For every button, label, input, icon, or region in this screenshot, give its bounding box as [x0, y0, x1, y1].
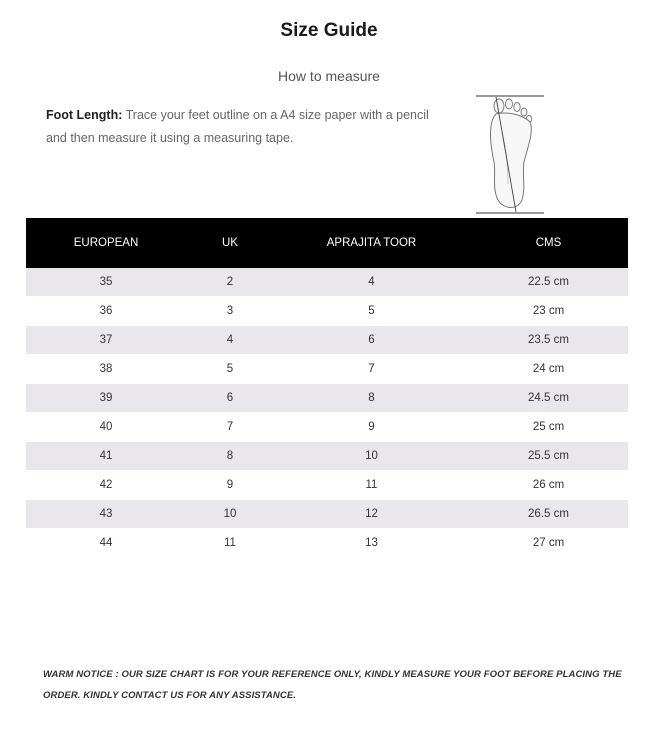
- cell-european: 38: [99, 363, 113, 375]
- cell-european: 44: [99, 537, 113, 549]
- cell-aprajita-toor: 9: [368, 421, 375, 433]
- cell-cms: 23.5 cm: [469, 326, 628, 355]
- header-cms: CMS: [469, 218, 628, 268]
- cell-european: 42: [99, 479, 113, 491]
- cell-uk: 3: [226, 305, 234, 317]
- measure-instructions: [46, 104, 436, 150]
- cell-aprajita-toor: 8: [274, 384, 469, 413]
- cell-cms: 24 cm: [532, 363, 565, 375]
- cell-european: 39: [26, 384, 186, 413]
- cell-uk: 4: [186, 326, 274, 355]
- cell-european: 41: [26, 442, 186, 471]
- section-subtitle: How to measure: [278, 68, 380, 84]
- cell-cms: 25.5 cm: [469, 442, 628, 471]
- cell-uk: 11: [224, 537, 236, 549]
- cell-uk: 7: [226, 421, 234, 433]
- cell-cms: 23 cm: [532, 305, 565, 317]
- header-european: EUROPEAN: [26, 218, 186, 268]
- cell-cms: 26.5 cm: [469, 500, 628, 529]
- cell-uk: 10: [186, 500, 274, 529]
- cell-cms: 22.5 cm: [469, 268, 628, 297]
- table-row: [26, 442, 628, 471]
- cell-european: 37: [26, 326, 186, 355]
- cell-uk: 9: [226, 479, 234, 491]
- table-row: [26, 384, 628, 413]
- foot-outline-icon: [472, 92, 546, 216]
- table-row: [26, 355, 628, 384]
- cell-aprajita-toor: 5: [368, 305, 375, 317]
- cell-european: 36: [99, 305, 113, 317]
- cell-aprajita-toor: 13: [365, 537, 378, 549]
- table-header-row: [26, 218, 628, 268]
- table-row: [26, 529, 628, 558]
- cell-uk: 6: [186, 384, 274, 413]
- cell-aprajita-toor: 4: [274, 268, 469, 297]
- table-row: [26, 268, 628, 297]
- header-uk: UK: [186, 218, 274, 268]
- cell-uk: 5: [226, 363, 234, 375]
- cell-aprajita-toor: 7: [368, 363, 375, 375]
- table-row: [26, 500, 628, 529]
- page-title: Size Guide: [280, 20, 378, 41]
- instruction-label: Foot Length:: [46, 108, 123, 122]
- warm-notice: WARM NOTICE : OUR SIZE CHART IS FOR YOUR REFERENCE ONLY, KINDLY MEASURE YOUR FOOT BEFORE PLACING THE ORDER. KINDLY CONTACT US FOR ANY ASSISTANCE.: [43, 669, 622, 701]
- cell-aprajita-toor: 11: [365, 479, 378, 491]
- cell-uk: 2: [186, 268, 274, 297]
- table-row: [26, 297, 628, 326]
- cell-cms: 27 cm: [532, 537, 565, 549]
- cell-cms: 26 cm: [532, 479, 565, 491]
- table-row: [26, 326, 628, 355]
- instruction-text: Trace your feet outline on a A4 size paper with a pencil and then measure it using a measuring tape.: [46, 108, 429, 145]
- table-row: [26, 413, 628, 442]
- cell-aprajita-toor: 10: [274, 442, 469, 471]
- cell-cms: 25 cm: [532, 421, 565, 433]
- cell-aprajita-toor: 12: [274, 500, 469, 529]
- cell-cms: 24.5 cm: [469, 384, 628, 413]
- header-aprajita-toor: APRAJITA TOOR: [274, 218, 469, 268]
- table-row: [26, 471, 628, 500]
- cell-european: 35: [26, 268, 186, 297]
- cell-european: 43: [26, 500, 186, 529]
- cell-aprajita-toor: 6: [274, 326, 469, 355]
- cell-uk: 8: [186, 442, 274, 471]
- size-table: [26, 218, 628, 558]
- cell-european: 40: [99, 421, 113, 433]
